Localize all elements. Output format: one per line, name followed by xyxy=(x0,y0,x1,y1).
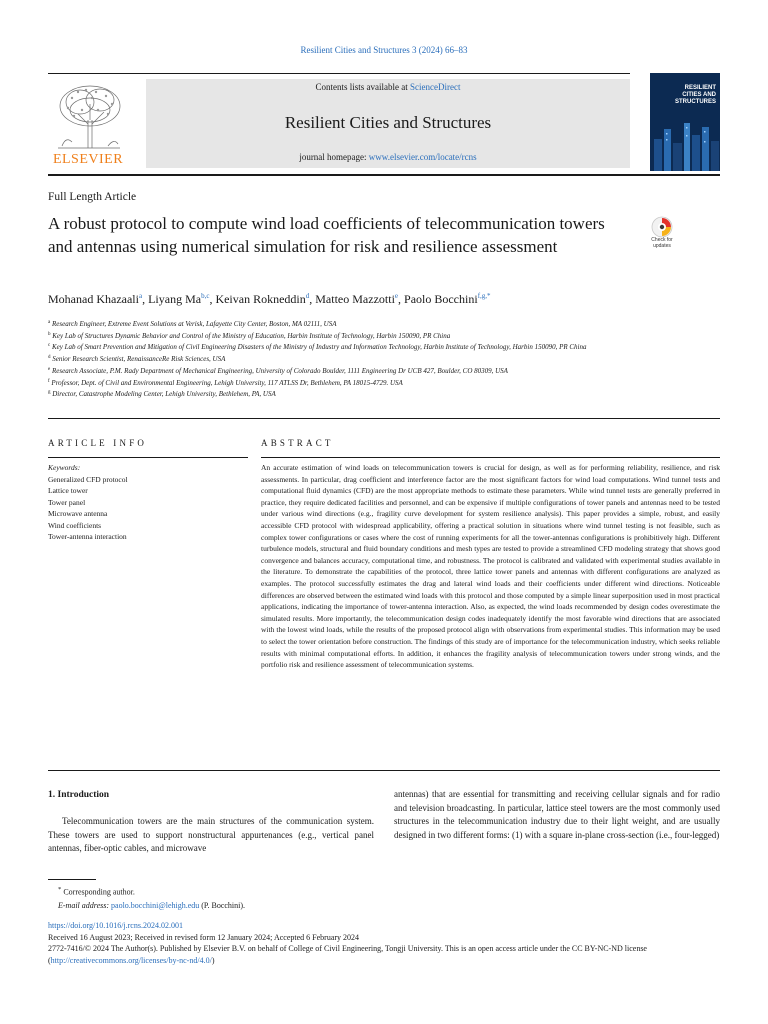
copyright-text: 2772-7416/© 2024 The Author(s). Published by Elsevier B.V. on behalf of College of Civil Engineering, Tongji University. This is an open access article under the CC BY-NC-ND license ( xyxy=(48,944,647,966)
author-name[interactable]: Paolo Bocchini xyxy=(404,292,478,306)
affiliation-text: Research Associate, P.M. Rady Department of Mechanical Engineering, University of Colorado Boulder, 1111 Engineering Dr UCB 427, Boulder, CO 80309, USA xyxy=(51,366,508,375)
license-link[interactable]: http://creativecommons.org/licenses/by-nc-nd/4.0/ xyxy=(50,956,212,966)
author-separator: , xyxy=(309,292,316,306)
cover-title-line: CITIES AND xyxy=(682,92,716,98)
author-name[interactable]: Liyang Ma xyxy=(148,292,202,306)
author-affiliation-mark[interactable]: e xyxy=(394,292,399,300)
keywords-label: Keywords: xyxy=(48,463,81,472)
author-affiliation-mark[interactable]: d xyxy=(305,292,310,300)
journal-homepage-link[interactable]: www.elsevier.com/locate/rcns xyxy=(368,152,477,162)
elsevier-tree-icon xyxy=(48,80,128,150)
email-label: E-mail address: xyxy=(58,900,110,910)
article-info-rule xyxy=(48,457,248,458)
footnotes xyxy=(58,883,718,912)
affiliation-item xyxy=(48,353,728,365)
affiliation-item xyxy=(48,365,728,377)
author-name[interactable]: Mohanad Khazaali xyxy=(48,292,139,306)
corresponding-author-text: Corresponding author. xyxy=(63,887,135,897)
journal-homepage xyxy=(146,152,630,162)
article-dates: Received 16 August 2023; Received in revised form 12 January 2024; Accepted 6 February 2024 xyxy=(48,932,360,942)
keyword-item: Tower-antenna interaction xyxy=(48,532,127,541)
keyword-item: Generalized CFD protocol xyxy=(48,474,128,484)
doi-link[interactable]: https://doi.org/10.1016/j.rcns.2024.02.001 xyxy=(48,921,183,930)
introduction-heading: 1. Introduction xyxy=(48,790,110,800)
affiliation-text: Professor, Dept. of Civil and Environmental Engineering, Lehigh University, 117 ATLSS Dr, Bethlehem, PA 18015-4729. USA xyxy=(51,378,403,387)
email-suffix: (P. Bocchini). xyxy=(201,900,246,910)
journal-title: Resilient Cities and Structures xyxy=(284,113,492,132)
affiliation-item xyxy=(48,388,728,400)
author-affiliation-mark[interactable]: a xyxy=(138,292,143,300)
elsevier-logo xyxy=(48,80,128,168)
crossmark-label xyxy=(644,238,680,249)
author-separator: , xyxy=(209,292,216,306)
article-info-heading: ARTICLE INFO xyxy=(48,438,148,448)
author-separator: , xyxy=(142,292,149,306)
affiliation-text: Research Engineer, Extreme Event Solutions at Verisk, Lafayette City Center, Boston, MA 02111, USA xyxy=(51,320,337,328)
crossmark-label-line: updates xyxy=(653,242,671,249)
email-link[interactable]: paolo.bocchini@lehigh.edu xyxy=(111,900,200,910)
footnote-rule xyxy=(48,879,96,880)
article-title: A robust protocol to compute wind load coefficients of telecommunication towers and antennas using numerical simulation for risk and resilience assessment xyxy=(48,214,605,256)
affiliation-item xyxy=(48,341,728,353)
author-name[interactable]: Keivan Rokneddin xyxy=(215,292,306,306)
affiliation-mark: c xyxy=(48,343,51,349)
affiliation-list xyxy=(48,318,728,400)
keyword-item: Tower panel xyxy=(48,497,86,507)
introduction-right-column: antennas) that are essential for transmitting and receiving cellular signals and for radio and television broadcasting. In particular, lattice steel towers are the most commonly used structures in the telecommunication industry due to their light weight, and are usually designed in two different forms: (1) with a square in-plane cross-section (i.e., four-legged) xyxy=(394,789,720,840)
author-affiliation-mark[interactable]: b,c xyxy=(201,292,210,300)
affiliation-item xyxy=(48,330,728,342)
affiliation-mark: e xyxy=(48,366,51,372)
abstract-text: An accurate estimation of wind loads on telecommunication towers is crucial for design, as well as for performing reliability, resilience, and risk assessments. In particular, drag coefficient and interference factor are the most significant factors for wind load computations. Wind tunnel tests and computational fluid dynamics (CFD) are the most appropriate methods to estimate these parameters. While wind tunnel tests are generally preferred in practice, they require dedicated facilities and personnel, and can be expensive if multiple configurations of tower panels and antennas need to be tested under various wind directions (e.g., fragility curve development for system resilience analysis). This paper provides a simple, robust, and easily accessible CFD protocol with widespread applicability, offering a practical solution in situations where wind tunnel testing is not feasible, such as complex tower configurations or cases where the cost of running experiments for all the tower-antennas configurations is prohibitively high. Different turbulence models, structural and fluid boundary conditions and mesh types are tested to provide a streamlined CFD modeling strategy that shows good convergence and balances accuracy, computational time, and robustness. The protocol is calibrated and validated with experimental studies available in the literature. To demonstrate the capabilities of the protocol, three lattice tower panels and antennas with different configurations are analyzed as examples. The protocol successfully estimates the drag and lateral wind loads and their coefficients under different wind directions. Noticeable differences are observed between the estimated wind loads with this protocol and those computed by a simple linear superposition used in most practical applications, indicating the importance of tower-antenna interaction. Also, as expected, the wind loads recommended by design codes overestimate the simulated results. More importantly, the telecommunication design codes inadequately identify the most favorable wind directions that are associated with the lowest wind loads, while the results of the proposed protocol align with observations from experimental studies. This information may be used to select the tower orientation before construction. The findings of this study are of importance for the telecommunication industry, which seeks reliable results with minimal computational efforts. In addition, it enhances the fragility analysis of telecommunication towers under strong winds, and the portfolio risk and resilience assessment of telecommunication systems. xyxy=(261,463,720,670)
abstract-rule xyxy=(261,457,720,458)
affiliation-mark: g xyxy=(48,390,51,396)
article-type: Full Length Article xyxy=(48,191,137,203)
keyword-item: Microwave antenna xyxy=(48,509,108,518)
elsevier-wordmark: ELSEVIER xyxy=(52,152,124,167)
contents-prefix: Contents lists available at xyxy=(315,82,410,92)
check-for-updates-badge[interactable] xyxy=(644,216,680,256)
cover-title-line: RESILIENT xyxy=(684,85,716,91)
affiliation-mark: d xyxy=(48,355,51,361)
affiliation-mark: f xyxy=(48,378,50,384)
cover-title-line: STRUCTURES xyxy=(674,99,716,105)
keywords-list xyxy=(48,462,248,543)
affiliation-mark: a xyxy=(48,320,51,325)
abstract-divider xyxy=(48,770,720,771)
homepage-prefix: journal homepage: xyxy=(299,152,369,162)
crossmark-label-line: Check for xyxy=(651,237,673,243)
journal-cover-image[interactable] xyxy=(650,73,720,171)
contents-availability xyxy=(146,82,630,92)
affiliation-item xyxy=(48,377,728,389)
author-list xyxy=(48,292,728,307)
license-close: ) xyxy=(211,956,215,966)
publication-info xyxy=(48,920,728,967)
journal-masthead xyxy=(146,79,630,168)
introduction-left-column: Telecommunication towers are the main structures of the communication system. These towers are used to support nonstructural appurtenances (e.g., vertical panel antennas, fiber-optic cables, and microwave xyxy=(48,816,374,853)
keyword-item: Wind coefficients xyxy=(48,520,102,530)
keyword-item: Lattice tower xyxy=(48,486,88,495)
author-affiliation-mark[interactable]: f,g,* xyxy=(477,292,491,300)
affiliation-mark: b xyxy=(48,331,51,337)
affiliation-item xyxy=(48,318,728,330)
affiliation-text: Director, Catastrophe Modeling Center, Lehigh University, Bethlehem, PA, USA xyxy=(52,390,276,399)
author-separator: , xyxy=(398,292,405,306)
author-name[interactable]: Matteo Mazzotti xyxy=(315,292,395,306)
crossmark-icon xyxy=(644,216,680,238)
corresponding-mark: * xyxy=(58,886,62,893)
cover-title xyxy=(658,85,716,106)
affiliation-divider xyxy=(48,418,720,419)
affiliation-text: Key Lab of Structures Dynamic Behavior and Control of the Ministry of Education, Harbin Institute of Technology, Harbin 150090, PR China xyxy=(52,331,451,340)
email-note xyxy=(58,899,718,912)
affiliation-text: Senior Research Scientist, RenaissanceRe Risk Sciences, USA xyxy=(52,355,226,364)
masthead-top-rule xyxy=(48,73,630,74)
affiliation-text: Key Lab of Smart Prevention and Mitigation of Civil Engineering Disasters of the Ministry of Industry and Information Technology, Harbin Institute of Technology, Harbin 150090, PR China xyxy=(51,343,587,352)
sciencedirect-link[interactable]: ScienceDirect xyxy=(410,82,461,92)
copyright-notice xyxy=(48,943,728,966)
corresponding-author-note xyxy=(58,883,718,899)
journal-citation-link[interactable]: Resilient Cities and Structures 3 (2024) 66–83 xyxy=(300,45,468,55)
abstract-heading: ABSTRACT xyxy=(261,438,334,448)
cover-city-graphic xyxy=(650,113,720,171)
masthead-bottom-rule xyxy=(48,174,720,176)
